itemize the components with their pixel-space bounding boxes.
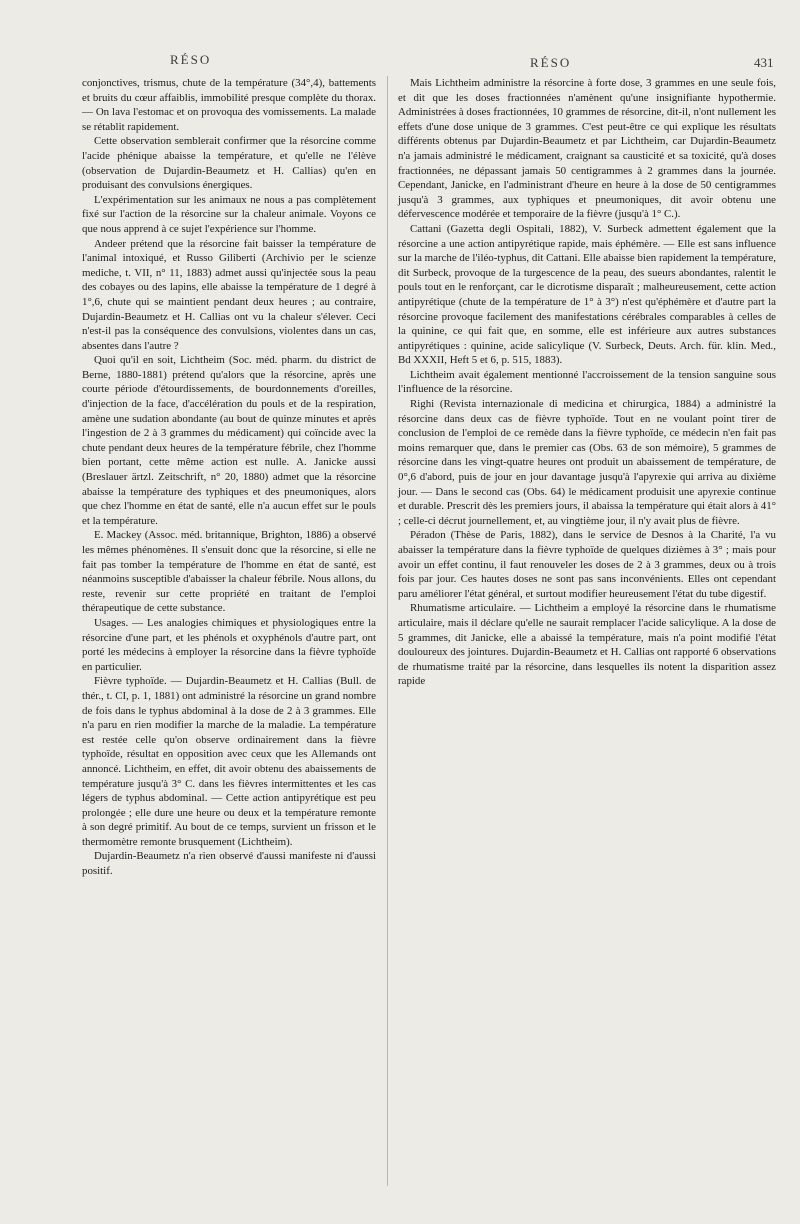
paragraph: Righi (Revista internazionale di medicina et chirurgica, 1884) a administré la résorcine dans deux cas de fièvre typhoïde. Tout en ne voulant point tirer de conclusion de l'emploi de ce remède dans la fièvre typhoïde, ce médecin n'en fait pas moins remarquer que, dans le premier cas (Obs. 63 de son mémoire), 5 grammes de résorcine dans les vingt-quatre heures ont produit un abaissement de température, de 0°,6 d'abord, puis de jour en jour davantage jusqu'à l'apyrexie qui arriva au dixième jour. — Dans le second cas (Obs. 64) le médicament produisit une apyrexie continue et durable. Prescrit dès les premiers jours, il abaissa la température qui était alors à 41° ; celle-ci décrut journellement, et, au vingtième jour, il n'y avait plus de fièvre.	[398, 398, 776, 527]
running-title-left: RÉSO	[170, 52, 212, 67]
paragraph: E. Mackey (Assoc. méd. britannique, Brighton, 1886) a observé les mêmes phénomènes. Il s'ensuit donc que la résorcine, si elle ne fait pas tomber la température de l'homme en état de santé, est néanmoins susceptible d'abaisser la chaleur fébrile. Nous allons, du reste, revenir sur cette propriété en traitant de l'emploi thérapeutique de cette substance.	[82, 529, 376, 615]
column-divider	[387, 76, 388, 1186]
section-paragraph-rhumatisme: Rhumatisme articulaire. — Lichtheim a employé la résorcine dans le rhumatisme articulaire, mais il déclare qu'elle ne saurait remplacer l'acide salicylique. A la dose de 5 grammes, dit Janicke, elle a abaissé la température, mais n'a point modifié l'état douloureux des jointures. Dujardin-Beaumetz et H. Callias ont rapporté 6 observations de rhumatisme traité par la résorcine, dans lesquelles ils notent la disparition assez rapide	[398, 602, 776, 688]
paragraph: Lichtheim avait également mentionné l'accroissement de la tension sanguine sous l'influence de la résorcine.	[398, 368, 776, 396]
paragraph: Cette observation semblerait confirmer que la résorcine comme l'acide phénique abaisse la température, et qu'elle ne l'élève (observation de Dujardin-Beaumetz et H. Callias) qu'en en produisant des convulsions énergiques.	[82, 135, 376, 192]
paragraph: Péradon (Thèse de Paris, 1882), dans le service de Desnos à la Charité, l'a vu abaisser la température dans la fièvre typhoïde de quelques dizièmes à 3° ; mais pour avoir un effet continu, il faut renouveler les doses de 2 à 3 grammes, deux ou à trois fois par jour. Ces hautes doses ne sont pas sans inconvénients. Elles ont cependant paru améliorer l'état général, et surtout modifier heureusement l'état du tube digestif.	[398, 529, 776, 600]
paragraph: Andeer prétend que la résorcine fait baisser la température de l'animal intoxiqué, et Russo Giliberti (Archivio per le scienze mediche, t. VII, n° 11, 1883) admet aussi qu'injectée sous la peau des cobayes ou des lapins, elle abaisse la température de 1 degré à 1°,6, chute qui se maintient pendant deux heures ; au contraire, Dujardin-Beaumetz et H. Callias ont vu la chaleur s'élever. Ceci n'est-il pas la conséquence des convulsions, violentes dans un cas, absentes dans l'autre ?	[82, 237, 376, 352]
paragraph: Quoi qu'il en soit, Lichtheim (Soc. méd. pharm. du district de Berne, 1880-1881) prétend qu'alors que la résorcine, après une courte période d'étourdissements, de bourdonnements d'oreilles, d'injection de la face, d'accélération du pouls et de la respiration, amène une sudation abondante (au bout de quinze minutes et après l'ingestion de 2 à 3 grammes du médicament) qui coïncide avec la chute pendant deux heures de la température fébrile, chez l'homme bien portant, cette même action est nulle. A. Janicke aussi (Breslauer ärtzl. Zeitschrift, n° 20, 1880) admet que la résorcine abaisse la température des typhiques et des pneumoniques, alors que chez l'homme en état de santé, elle n'a aucun effet sur le pouls et la température.	[82, 354, 376, 527]
paragraph: Cattani (Gazetta degli Ospitali, 1882), V. Surbeck admettent également que la résorcine a une action antipyrétique rapide, mais éphémère. — Elle est sans influence sur la marche de l'iléo-typhus, dit Cattani. Elle abaisse bien rapidement la température, dit Surbeck, provoque de la turgescence de la peau, des sueurs abondantes, ralentit le pouls tout en le renforçant, car le dicrotisme disparaît ; malheureusement, cette action antipyrétique (chute de la température de 1° à 3°) n'est qu'éphémère et d'autre part la résorcine provoque facilement des manifestations cérébrales comparables à celles de la quinine, ce qui fait que, en somme, elle est inférieure aux autres substances antipyrétiques : quinine, acide salicylique (V. Surbeck, Deuts. Arch. für. klin. Med., Bd XXXII, Heft 5 et 6, p. 515, 1883).	[398, 222, 776, 367]
section-paragraph-usages: Usages. — Les analogies chimiques et physiologiques entre la résorcine d'une part, et les phénols et oxyphénols d'autre part, ont porté les médecins à employer la résorcine dans la fièvre typhoïde en particulier.	[82, 616, 376, 673]
paragraph: Mais Lichtheim administre la résorcine à forte dose, 3 grammes en une seule fois, et dit que les doses fractionnées n'amènent qu'une insignifiante hypothermie. Administrées à doses fractionnées, 10 grammes de résorcine, dit-il, n'ont nullement les effets d'une dose unique de 3 grammes. C'est peut-être ce qui explique les résultats différents obtenus par Dujardin-Beaumetz et par Lichtheim, car Dujardin-Beaumetz n'a jamais administré le médicament, craignant sa causticité et sa toxicité, qu'à doses fractionnées, ne dépassant jamais 50 centigrammes à 2 grammes dans la journée. Cependant, Janicke, en l'administrant d'heure en heure à la dose de 50 centigrammes jusqu'à 3 grammes, aux typhiques et pneumoniques, dit avoir obtenu une défervescence modérée et temporaire de la fièvre (jusqu'à 1° C.).	[398, 77, 776, 221]
left-column	[82, 76, 376, 879]
page-number: 431	[754, 55, 774, 70]
right-column	[398, 76, 776, 689]
paragraph: Dujardin-Beaumetz n'a rien observé d'aussi manifeste ni d'aussi positif.	[82, 850, 376, 878]
running-title-right: RÉSO	[530, 55, 572, 70]
paragraph: L'expérimentation sur les animaux ne nous a pas complètement fixé sur l'action de la résorcine sur la chaleur animale. Voyons ce que nous apprend à ce sujet l'expérience sur l'homme.	[82, 193, 376, 235]
paragraph: conjonctives, trismus, chute de la température (34°,4), battements et bruits du cœur affaiblis, immobilité presque complète du thorax. — On lava l'estomac et on provoqua des vomissements. La malade se rétablit rapidement.	[82, 77, 376, 133]
section-paragraph-fievre-typhoide: Fièvre typhoïde. — Dujardin-Beaumetz et H. Callias (Bull. de thér., t. CI, p. 1, 1881) ont administré la résorcine un grand nombre de fois dans le typhus abdominal à la dose de 2 à 3 grammes. Elle n'a paru en rien modifier la marche de la maladie. La température est restée celle qu'on observe ordinairement dans la fièvre typhoïde, résultat en opposition avec ceux que les Allemands ont annoncé. Lichtheim, en effet, dit avoir obtenu des abaissements de température jusqu'à 3° C. dans les fièvres intermittentes et les cas légers de typhus abdominal. — Cette action antipyrétique est peu prolongée ; elle dure une heure ou deux et la température remonte à son degré primitif. Au bout de ce temps, survient un frisson et le thermomètre remonte brusquement (Lichtheim).	[82, 675, 376, 848]
